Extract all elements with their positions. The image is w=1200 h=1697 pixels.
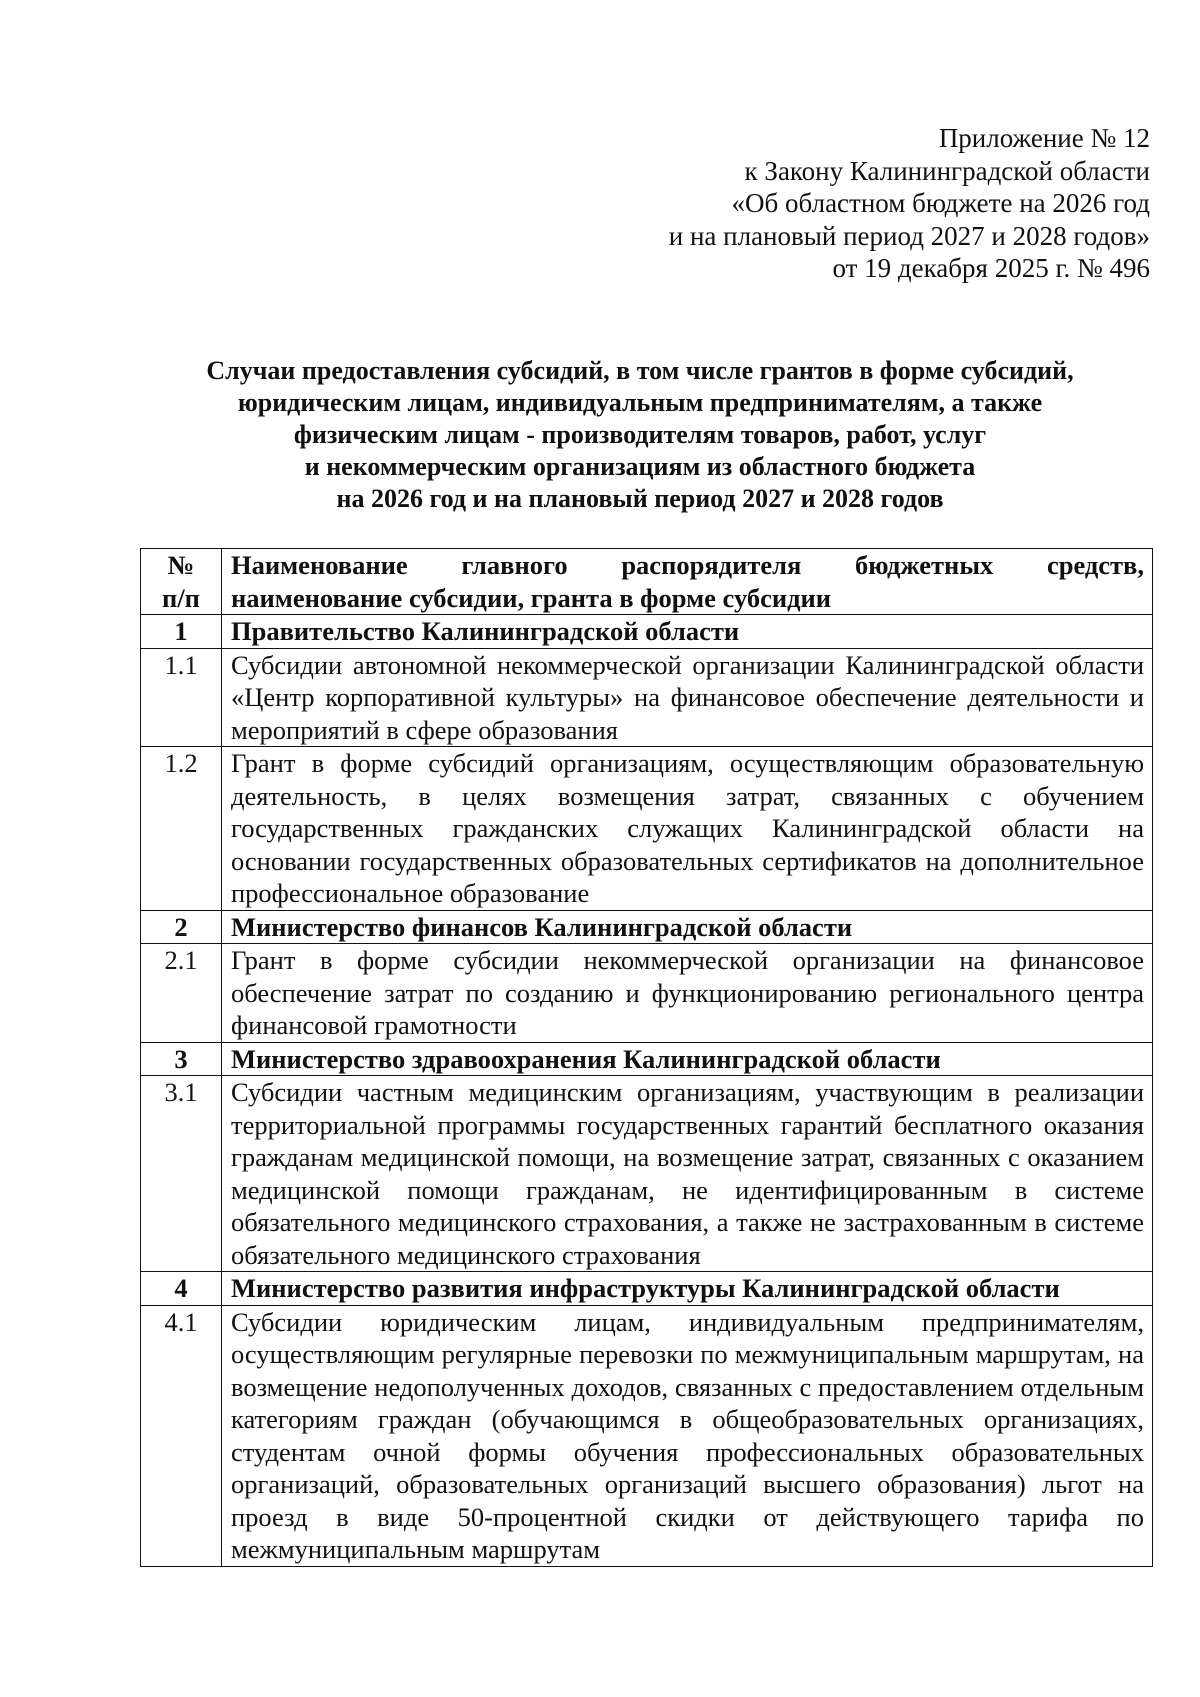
- header-num-label: п/п: [162, 582, 200, 613]
- ministry-name-cell: Правительство Калининградской области: [222, 615, 1153, 649]
- row-number-cell: 1.1: [141, 648, 222, 747]
- appendix-line: «Об областном бюджете на 2026 год: [731, 188, 1150, 218]
- title-line: Случаи предоставления субсидий, в том числе грантов в форме субсидий,: [206, 356, 1074, 385]
- table-section-row: [141, 910, 1153, 944]
- ministry-name-cell: Министерство здравоохранения Калининградской области: [222, 1042, 1153, 1076]
- table-row: [141, 1076, 1153, 1272]
- ministry-name-cell: Министерство развития инфраструктуры Калининградской области: [222, 1272, 1153, 1306]
- appendix-line: и на плановый период 2027 и 2028 годов»: [668, 220, 1150, 251]
- title-line: юридическим лицам, индивидуальным предпринимателям, а также: [237, 388, 1043, 417]
- header-num-label: №: [167, 550, 195, 580]
- appendix-reference: [560, 122, 1150, 285]
- appendix-line: к Закону Калининградской области: [744, 155, 1150, 186]
- table-row: [141, 1305, 1153, 1566]
- table-row: [141, 944, 1153, 1043]
- subsidy-description-cell: Грант в форме субсидий организациям, осуществляющим образовательную деятельность, в целях возмещения затрат, связанных с обучением государственных гражданских служащих Калининградской области на основании государственных образовательных сертификатов на дополнительное профессиональное образование: [222, 747, 1153, 911]
- table-section-row: [141, 1042, 1153, 1076]
- subsidy-table: [140, 548, 1153, 1567]
- header-name-label: наименование субсидии, гранта в форме субсидии: [231, 582, 832, 613]
- row-number-cell: 3.1: [141, 1076, 222, 1272]
- table-section-row: [141, 615, 1153, 649]
- subsidy-description-cell: Субсидии юридическим лицам, индивидуальным предпринимателям, осуществляющим регулярные перевозки по межмуниципальным маршрутам, на возмещение недополученных доходов, связанных с предоставлением отдельным категориям граждан (обучающимся в общеобразовательных организациях, студентам очной формы обучения профессиональных образовательных организаций, образовательных организаций высшего образования) льгот на проезд в виде 50-процентной скидки от действующего тарифа по межмуниципальным маршрутам: [222, 1305, 1153, 1566]
- appendix-line: Приложение № 12: [938, 123, 1150, 153]
- header-num-cell: [141, 549, 222, 615]
- row-number-cell: 4.1: [141, 1305, 222, 1566]
- table-row: [141, 747, 1153, 911]
- row-number-cell: 4: [141, 1272, 222, 1306]
- table-header-row: [141, 549, 1153, 615]
- title-line: физическим лицам - производителям товаров, работ, услуг: [293, 420, 987, 449]
- row-number-cell: 1.2: [141, 747, 222, 911]
- subsidy-description-cell: Субсидии автономной некоммерческой организации Калининградской области «Центр корпоративной культуры» на финансовое обеспечение деятельности и мероприятий в сфере образования: [222, 648, 1153, 747]
- row-number-cell: 2.1: [141, 944, 222, 1043]
- appendix-line: от 19 декабря 2025 г. № 496: [832, 253, 1150, 283]
- table-section-row: [141, 1272, 1153, 1306]
- title-line: и некоммерческим организациям из областного бюджета: [304, 452, 976, 481]
- row-number-cell: 3: [141, 1042, 222, 1076]
- header-name-cell: [222, 549, 1153, 615]
- subsidy-description-cell: Субсидии частным медицинским организациям, участвующим в реализации территориальной программы государственных гарантий бесплатного оказания гражданам медицинской помощи, на возмещение затрат, связанных с оказанием медицинской помощи гражданам, не идентифицированным в системе обязательного медицинского страхования, а также не застрахованным в системе обязательного медицинского страхования: [222, 1076, 1153, 1272]
- table-row: [141, 648, 1153, 747]
- ministry-name-cell: Министерство финансов Калининградской области: [222, 910, 1153, 944]
- subsidy-description-cell: Грант в форме субсидии некоммерческой организации на финансовое обеспечение затрат по созданию и функционированию регионального центра финансовой грамотности: [222, 944, 1153, 1043]
- header-name-label: Наименование главного распорядителя бюджетных средств,: [231, 550, 1144, 580]
- row-number-cell: 1: [141, 615, 222, 649]
- row-number-cell: 2: [141, 910, 222, 944]
- document-title: [130, 355, 1150, 515]
- title-line: на 2026 год и на плановый период 2027 и 2028 годов: [336, 484, 944, 513]
